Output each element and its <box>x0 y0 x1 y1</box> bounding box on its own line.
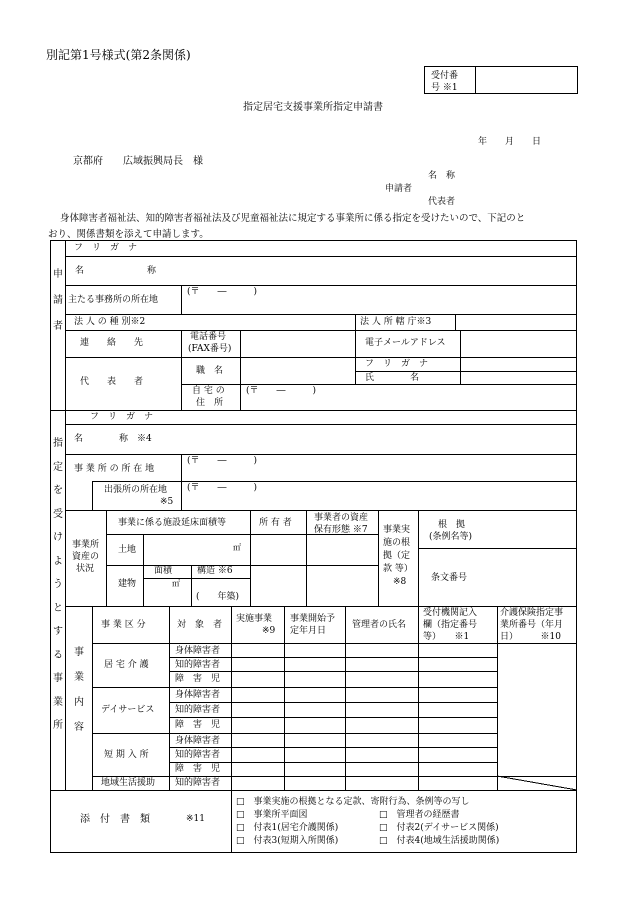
target-label: 障 害 児 <box>175 674 221 684</box>
service-day-service: デイサービス <box>101 705 155 715</box>
branch-location-label: 出張所の所在地 <box>104 485 168 495</box>
addressee: 京都府 広域振興局長 様 <box>73 156 203 167</box>
facility-side-label: 指定を受けようとする事業所 <box>53 438 63 731</box>
attachment-checkbox-floorplan[interactable]: □ 事業所平面図 <box>236 810 308 820</box>
basis-label-3: 拠（定 <box>383 551 411 561</box>
branch-postal: (〒 ― ) <box>187 483 258 493</box>
date-line: 年 月 日 <box>478 137 542 147</box>
applicant-side-label: 申請者 <box>53 269 63 332</box>
col-start-date: 事業開始予 <box>290 614 336 624</box>
owner-label: 所 有 者 <box>259 518 292 528</box>
email-label: 電子メールアドレス <box>365 338 446 348</box>
service-home-care: 居 宅 介 護 <box>104 660 149 670</box>
col-start-date-2: 定年月日 <box>290 626 327 636</box>
receipt-label-2: 号 ※1 <box>431 83 458 93</box>
attachment-checkbox-table1[interactable]: □ 付表1(居宅介護関係) <box>236 823 339 833</box>
corp-type-label: 法 人 の 種 別※2 <box>74 317 146 327</box>
facility-furigana-label: フ リ ガ ナ <box>90 412 154 422</box>
position-label: 職 名 <box>196 366 224 376</box>
basis-note: ※8 <box>393 577 407 587</box>
attachment-checkbox-table3[interactable]: □ 付表3(短期入所関係) <box>236 836 339 846</box>
assets-label-3: 状況 <box>76 564 95 574</box>
attachment-checkbox-bylaws[interactable]: □ 事業実施の根拠となる定款、寄附行為、条例等の写し <box>236 797 470 807</box>
target-label: 障 害 児 <box>175 720 221 730</box>
assets-label-2: 資産の <box>72 552 100 562</box>
building-label: 建物 <box>118 579 137 589</box>
col-care-insurance-3: 日） ※10 <box>500 632 561 642</box>
target-label: 身体障害者 <box>175 646 221 656</box>
fax-label: (FAX番号) <box>188 344 232 354</box>
applicant-furigana-label: フ リ ガ ナ <box>74 243 138 253</box>
col-implemented-note: ※9 <box>262 626 276 636</box>
office-address-label: 主たる事務所の所在地 <box>68 295 159 305</box>
basis-header-2: (条例名等) <box>429 532 473 542</box>
basis-header: 根 拠 <box>438 520 466 530</box>
col-care-insurance: 介護保険指定事 <box>500 608 564 618</box>
content-side-label: 事業内容 <box>74 647 84 733</box>
service-short-stay: 短 期 入 所 <box>104 750 149 760</box>
intro-text-2: おり、関係書類を添えて申請します。 <box>48 229 209 240</box>
col-receipt-3: 等） ※1 <box>423 632 470 642</box>
facility-postal: (〒 ― ) <box>187 456 258 466</box>
col-category: 事 業 区 分 <box>101 620 146 630</box>
representative-label: 代表者 <box>428 197 456 207</box>
building-sqm-unit: ㎡ <box>172 579 180 588</box>
office-postal: (〒 ― ) <box>187 287 258 297</box>
target-label: 知的障害者 <box>175 660 221 670</box>
branch-note: ※5 <box>160 497 174 507</box>
contact-label: 連 絡 先 <box>80 338 144 348</box>
home-address-label-2: 住 所 <box>196 398 224 408</box>
facility-location-label: 事 業 所 の 所 在 地 <box>74 464 155 474</box>
basis-label-4: 款 等） <box>383 564 413 574</box>
home-address-label: 自 宅 の <box>192 386 225 396</box>
rep-furigana-label: フ リ ガ ナ <box>365 359 429 369</box>
attachments-note: ※11 <box>186 814 205 824</box>
col-receipt-2: 欄（指定番号 <box>423 620 478 630</box>
built-year: ( 年築) <box>196 592 240 602</box>
area-label: 面積 <box>154 566 173 576</box>
applicant-name-label: 名 称 <box>75 266 157 276</box>
basis-label-2: 施の根 <box>383 538 411 548</box>
target-label: 知的障害者 <box>175 705 221 715</box>
corp-agency-label: 法 人 所 轄 庁※3 <box>360 317 432 327</box>
home-postal: (〒 ― ) <box>246 386 317 396</box>
phone-label: 電話番号 <box>190 332 227 342</box>
structure-label: 構造 ※6 <box>197 566 233 576</box>
col-receipt: 受付機関記入 <box>423 608 478 618</box>
land-label: 土地 <box>118 545 137 555</box>
col-implemented: 実施事業 <box>236 614 273 624</box>
receipt-label: 受付番 <box>431 71 459 81</box>
article-number-label: 条文番号 <box>431 573 468 583</box>
target-label: 身体障害者 <box>175 736 221 746</box>
col-target: 対 象 者 <box>177 620 223 630</box>
land-sqm-unit: ㎡ <box>233 543 241 552</box>
floor-area-label: 事業に係る施設延床面積等 <box>118 518 227 528</box>
basis-label: 事業実 <box>383 525 411 535</box>
rep-name-label: 氏 名 <box>365 373 420 383</box>
service-community-support: 地域生活援助 <box>101 778 156 788</box>
attachment-checkbox-table4[interactable]: □ 付表4(地域生活援助関係) <box>379 836 500 846</box>
attachment-checkbox-table2[interactable]: □ 付表2(デイサービス関係) <box>379 823 499 833</box>
holding-label: 事業者の資産 <box>314 513 369 523</box>
target-label: 知的障害者 <box>175 750 221 760</box>
page-title: 指定居宅支援事業所指定申請書 <box>243 102 383 113</box>
attachment-checkbox-manager-resume[interactable]: □ 管理者の経歴書 <box>379 810 460 820</box>
name-label: 名 称 <box>428 171 456 181</box>
facility-name-label: 名 称 ※4 <box>74 434 152 444</box>
col-manager: 管理者の氏名 <box>352 620 407 630</box>
intro-text: 身体障害者福祉法、知的障害者福祉法及び児童福祉法に規定する事業所に係る指定を受けたいので、下記のと <box>60 213 526 224</box>
applicant-label: 申請者 <box>385 184 413 194</box>
col-care-insurance-2: 業所番号（年月 <box>500 620 564 630</box>
target-label: 身体障害者 <box>175 690 221 700</box>
representative-label-cell: 代 表 者 <box>80 377 144 387</box>
form-number: 別記第1号様式(第2条関係) <box>46 48 191 62</box>
assets-label: 事業所 <box>72 540 100 550</box>
target-label: 知的障害者 <box>175 778 221 788</box>
attachments-label: 添 付 書 類 <box>80 814 150 825</box>
holding-label-2: 保有形態 ※7 <box>314 525 368 535</box>
target-label: 障 害 児 <box>175 764 221 774</box>
